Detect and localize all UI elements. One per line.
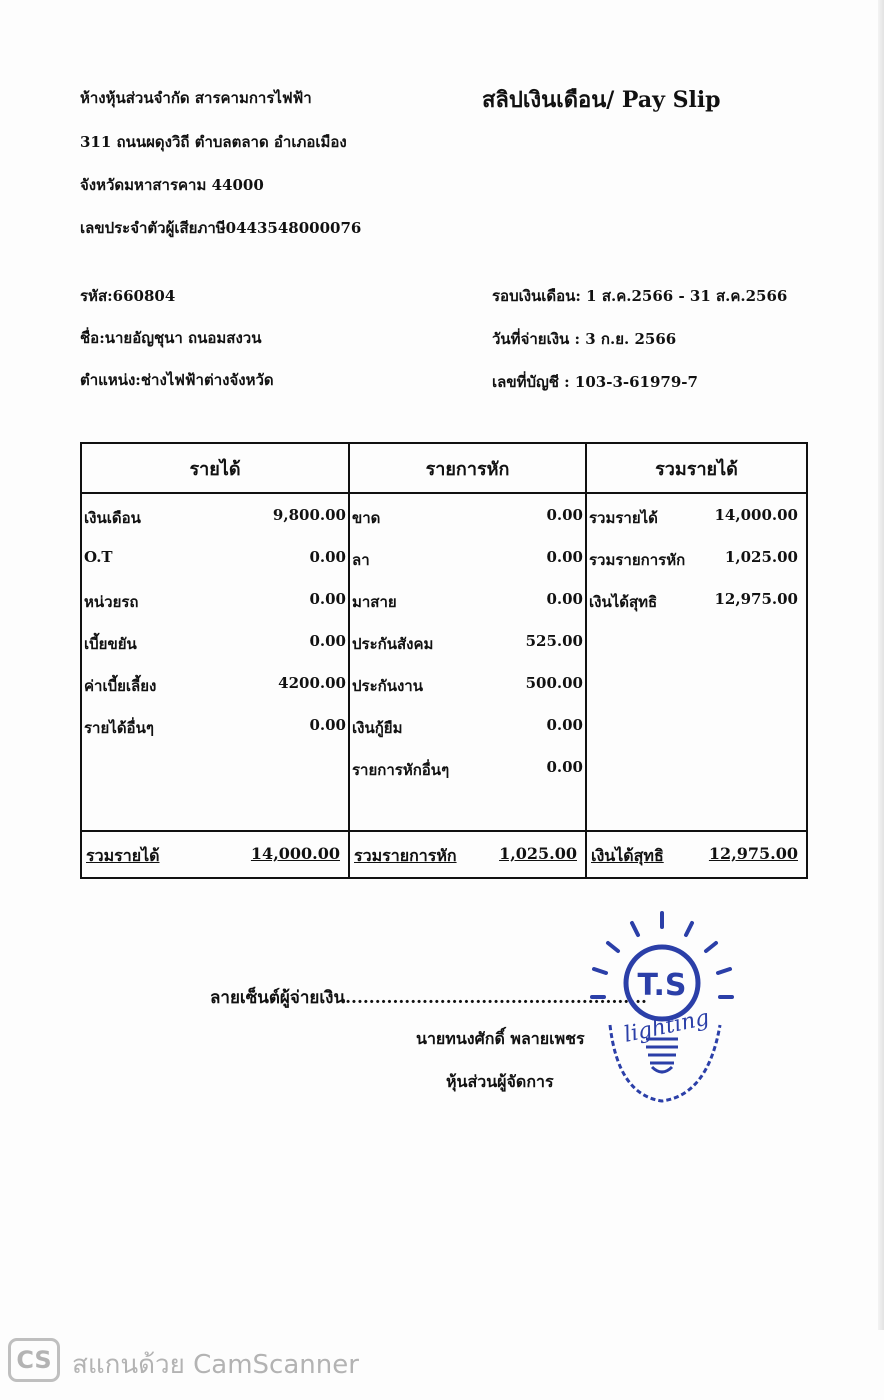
signature-label: ลายเซ็นต์ผู้จ่ายเงิน <box>210 988 346 1008</box>
camscanner-logo: CS <box>8 1338 60 1382</box>
deduction-label: ประกันงาน <box>352 677 423 695</box>
summary-value: 12,975.00 <box>714 590 798 608</box>
income-column <box>82 444 350 877</box>
income-label: เบี้ยขยัน <box>84 635 137 653</box>
income-total-row <box>82 844 348 870</box>
camscanner-watermark: สแกนด้วย CamScanner <box>72 1350 359 1380</box>
income-value: 0.00 <box>309 590 346 608</box>
signer-role: หุ้นส่วนผู้จัดการ <box>446 1072 554 1091</box>
company-address-line1: 311 ถนนผดุงวิถี ตำบลตลาด อำเภอเมือง <box>80 133 347 151</box>
income-label: ค่าเบี้ยเลี้ยง <box>84 677 157 695</box>
signature-dots: ................................................... <box>345 988 647 1008</box>
income-label: O.T <box>84 548 113 566</box>
deduction-value: 525.00 <box>525 632 583 650</box>
deduction-label: มาสาย <box>352 593 397 611</box>
deduction-label: ลา <box>352 551 370 569</box>
income-value: 4200.00 <box>278 674 346 692</box>
pay-period: รอบเงินเดือน: 1 ส.ค.2566 - 31 ส.ค.2566 <box>492 287 788 305</box>
summary-header: รวมรายได้ <box>587 444 806 494</box>
summary-column <box>587 444 806 877</box>
employee-name: ชื่อ:นายอัญชุนา ถนอมสงวน <box>80 329 262 347</box>
income-row <box>82 548 348 572</box>
company-stamp-logo <box>588 905 738 1120</box>
bank-account: เลขที่บัญชี : 103-3-61979-7 <box>492 373 698 391</box>
deduction-row <box>350 590 585 614</box>
document-title: สลิปเงินเดือน/ Pay Slip <box>482 87 721 113</box>
employee-position: ตำแหน่ง:ช่างไฟฟ้าต่างจังหวัด <box>80 371 274 389</box>
company-address-line2: จังหวัดมหาสารคาม 44000 <box>80 176 264 194</box>
income-label: รายได้อื่นๆ <box>84 719 154 737</box>
income-label: หน่วยรถ <box>84 593 139 611</box>
deductions-header: รายการหัก <box>350 444 585 494</box>
svg-text:T.S: T.S <box>637 968 687 1003</box>
income-value: 0.00 <box>309 548 346 566</box>
net-total-value: 12,975.00 <box>708 844 798 863</box>
income-value: 9,800.00 <box>272 506 346 524</box>
income-row <box>82 716 348 740</box>
deduction-row <box>350 716 585 740</box>
deduction-value: 0.00 <box>546 506 583 524</box>
income-label: เงินเดือน <box>84 509 141 527</box>
income-row <box>82 506 348 530</box>
summary-value: 1,025.00 <box>724 548 798 566</box>
deduction-value: 0.00 <box>546 548 583 566</box>
summary-row <box>587 590 806 614</box>
summary-row <box>587 506 806 530</box>
summary-label: รวมรายได้ <box>589 509 658 527</box>
deductions-total-value: 1,025.00 <box>499 844 577 863</box>
signature-line <box>210 984 647 1011</box>
deduction-row <box>350 758 585 782</box>
income-row <box>82 632 348 656</box>
company-tax-id: เลขประจำตัวผู้เสียภาษี0443548000076 <box>80 219 362 237</box>
deduction-value: 0.00 <box>546 716 583 734</box>
deduction-label: เงินกู้ยืม <box>352 719 403 737</box>
income-total-value: 14,000.00 <box>250 844 340 863</box>
deduction-row <box>350 506 585 530</box>
deductions-column <box>350 444 587 877</box>
income-row <box>82 674 348 698</box>
income-value: 0.00 <box>309 716 346 734</box>
summary-label: รวมรายการหัก <box>589 551 686 569</box>
net-total-row <box>587 844 806 870</box>
signer-name: นายทนงศักดิ์ พลายเพชร <box>416 1029 585 1048</box>
deduction-label: ขาด <box>352 509 381 527</box>
employee-code: รหัส:660804 <box>80 287 176 305</box>
deduction-label: ประกันสังคม <box>352 635 434 653</box>
deduction-row <box>350 632 585 656</box>
pay-slip-table <box>80 442 808 879</box>
deduction-value: 500.00 <box>525 674 583 692</box>
income-total-label: รวมรายได้ <box>86 846 160 865</box>
company-name: ห้างหุ้นส่วนจำกัด สารคามการไฟฟ้า <box>80 89 312 107</box>
deductions-total-row <box>350 844 585 870</box>
income-header: รายได้ <box>82 444 348 494</box>
deduction-label: รายการหักอื่นๆ <box>352 761 450 779</box>
page-edge-shadow <box>878 0 884 1330</box>
income-value: 0.00 <box>309 632 346 650</box>
deduction-row <box>350 674 585 698</box>
svg-text:lighting: lighting <box>621 1005 712 1048</box>
income-row <box>82 590 348 614</box>
summary-label: เงินได้สุทธิ <box>589 593 658 611</box>
deductions-total-label: รวมรายการหัก <box>354 846 457 865</box>
deduction-row <box>350 548 585 572</box>
summary-value: 14,000.00 <box>714 506 798 524</box>
net-total-label: เงินได้สุทธิ <box>591 846 664 865</box>
totals-divider <box>82 830 806 832</box>
deduction-value: 0.00 <box>546 590 583 608</box>
summary-row <box>587 548 806 572</box>
pay-date: วันที่จ่ายเงิน : 3 ก.ย. 2566 <box>492 330 677 348</box>
deduction-value: 0.00 <box>546 758 583 776</box>
